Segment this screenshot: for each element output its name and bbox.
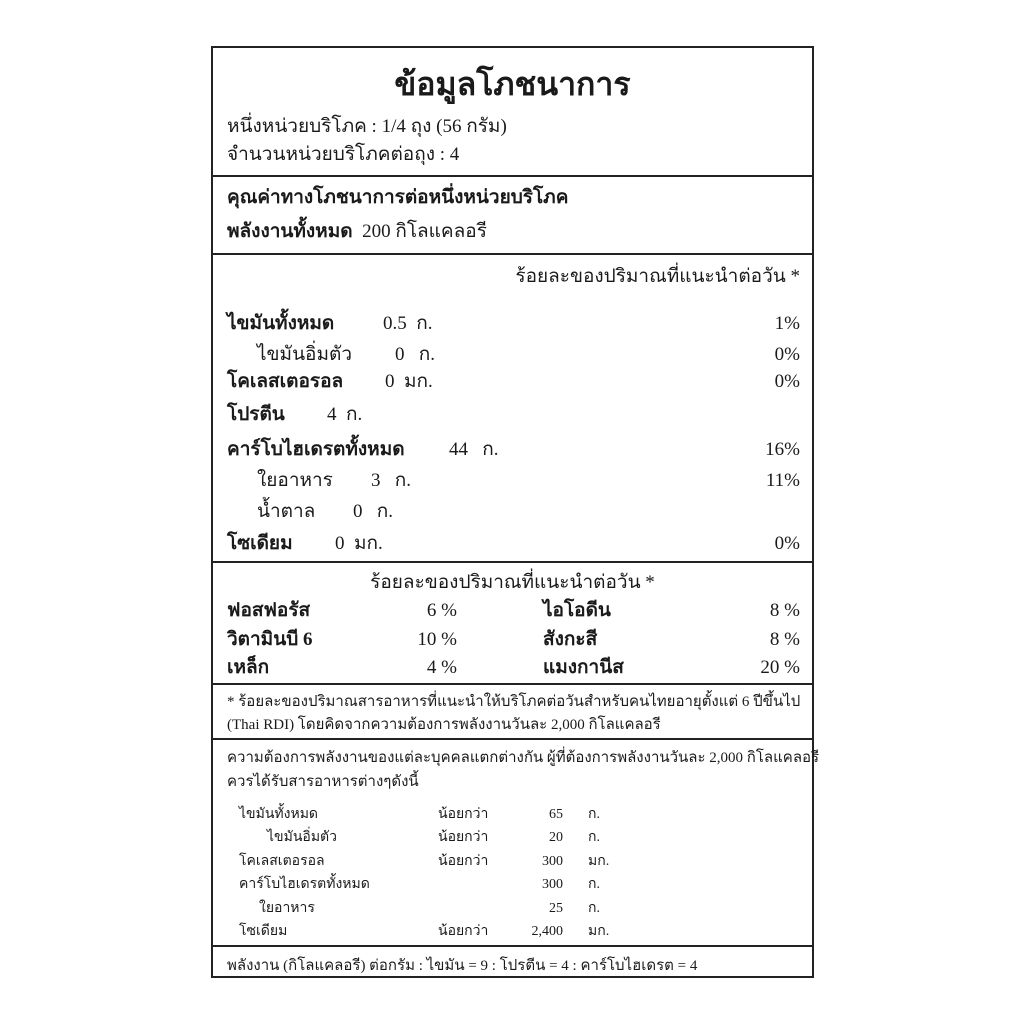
serving-size: หนึ่งหน่วยบริโภค : 1/4 ถุง (56 กรัม) bbox=[227, 116, 507, 137]
nutrient-name: น้ำตาล bbox=[257, 501, 316, 522]
nutrient-amount: 0 ก. bbox=[353, 501, 394, 522]
divider bbox=[213, 253, 812, 255]
vitamin-name: สังกะสี bbox=[543, 629, 598, 650]
nutrient-amount: 3 ก. bbox=[371, 470, 412, 491]
divider bbox=[213, 175, 812, 177]
vitamin-name: แมงกานีส bbox=[543, 657, 624, 678]
nutrient-name: ไขมันทั้งหมด bbox=[227, 313, 335, 334]
divider bbox=[213, 738, 812, 740]
divider bbox=[213, 561, 812, 563]
energy-label: พลังงานทั้งหมด bbox=[227, 221, 353, 242]
guidance-amount: 65 bbox=[549, 807, 563, 822]
nutrient-percent: 16% bbox=[765, 439, 800, 460]
nutrient-amount: 0.5 ก. bbox=[383, 313, 433, 334]
nutrient-amount: 4 ก. bbox=[327, 404, 363, 425]
guidance-nutrient: ไขมันอิ่มตัว bbox=[267, 830, 337, 845]
guidance-nutrient: ไขมันทั้งหมด bbox=[239, 807, 319, 822]
nutrient-percent: 11% bbox=[765, 470, 800, 491]
guidance-amount: 2,400 bbox=[531, 924, 563, 939]
guidance-nutrient: คาร์โบไฮเดรตทั้งหมด bbox=[239, 877, 370, 892]
nutrient-amount: 0 มก. bbox=[335, 533, 383, 554]
divider bbox=[213, 945, 812, 947]
guidance-unit: ก. bbox=[588, 877, 600, 892]
vitamin-name: ฟอสฟอรัส bbox=[227, 600, 311, 621]
vitamin-name: วิตามินบี 6 bbox=[227, 629, 313, 650]
nutrient-name: โปรตีน bbox=[227, 404, 285, 425]
guidance-unit: ก. bbox=[588, 830, 600, 845]
guidance-qualifier: น้อยกว่า bbox=[438, 924, 489, 939]
nutrient-percent: 0% bbox=[774, 344, 800, 365]
nutrient-name: โซเดียม bbox=[227, 533, 293, 554]
guidance-unit: มก. bbox=[588, 924, 610, 939]
energy-per-gram: พลังงาน (กิโลแคลอรี) ต่อกรัม : ไขมัน = 9 : โปรตีน = 4 : คาร์โบไฮเดรต = 4 bbox=[227, 958, 698, 974]
vitamin-name: เหล็ก bbox=[227, 657, 270, 678]
footnote-line: * ร้อยละของปริมาณสารอาหารที่แนะนำให้บริโภคต่อวันสำหรับคนไทยอายุตั้งแต่ 6 ปีขึ้นไป bbox=[227, 694, 801, 710]
nutrient-name: ไขมันอิ่มตัว bbox=[257, 344, 352, 365]
guidance-nutrient: ใยอาหาร bbox=[259, 901, 315, 916]
guidance-amount: 25 bbox=[549, 901, 563, 916]
guidance-amount: 300 bbox=[542, 854, 563, 869]
vitamin-percent: 8 % bbox=[769, 600, 800, 621]
vitamin-percent: 6 % bbox=[426, 600, 457, 621]
total-energy bbox=[227, 219, 487, 245]
nutrient-percent: 1% bbox=[774, 313, 800, 334]
nutrient-name: โคเลสเตอรอล bbox=[227, 371, 344, 392]
guidance-amount: 20 bbox=[549, 830, 563, 845]
nutrient-amount: 0 มก. bbox=[385, 371, 433, 392]
guidance-qualifier: น้อยกว่า bbox=[438, 854, 489, 869]
guidance-text: ควรได้รับสารอาหารต่างๆดังนี้ bbox=[227, 774, 419, 790]
guidance-nutrient: โคเลสเตอรอล bbox=[239, 854, 325, 869]
guidance-qualifier: น้อยกว่า bbox=[438, 807, 489, 822]
per-serving-heading: คุณค่าทางโภชนาการต่อหนึ่งหน่วยบริโภค bbox=[227, 187, 569, 208]
guidance-qualifier: น้อยกว่า bbox=[438, 830, 489, 845]
nutrient-name: ใยอาหาร bbox=[257, 470, 333, 491]
guidance-unit: มก. bbox=[588, 854, 610, 869]
rdi-heading: ร้อยละของปริมาณที่แนะนำต่อวัน * bbox=[515, 266, 800, 287]
nutrient-amount: 0 ก. bbox=[395, 344, 436, 365]
vitamin-percent: 10 % bbox=[417, 629, 457, 650]
vitamin-name: ไอโอดีน bbox=[543, 600, 611, 621]
vitamin-percent: 8 % bbox=[769, 629, 800, 650]
energy-value: 200 กิโลแคลอรี bbox=[362, 221, 487, 242]
divider bbox=[213, 683, 812, 685]
guidance-unit: ก. bbox=[588, 807, 600, 822]
guidance-nutrient: โซเดียม bbox=[239, 924, 288, 939]
nutrient-percent: 0% bbox=[774, 533, 800, 554]
vitamins-heading: ร้อยละของปริมาณที่แนะนำต่อวัน * bbox=[370, 572, 655, 593]
servings-per-container: จำนวนหน่วยบริโภคต่อถุง : 4 bbox=[227, 144, 460, 165]
guidance-unit: ก. bbox=[588, 901, 600, 916]
footnote-line: (Thai RDI) โดยคิดจากความต้องการพลังงานวันละ 2,000 กิโลแคลอรี bbox=[227, 717, 661, 733]
guidance-text: ความต้องการพลังงานของแต่ละบุคคลแตกต่างกัน ผู้ที่ต้องการพลังงานวันละ 2,000 กิโลแคลอรี bbox=[227, 750, 820, 766]
guidance-amount: 300 bbox=[542, 877, 563, 892]
nutrition-label bbox=[211, 46, 820, 978]
nutrient-name: คาร์โบไฮเดรตทั้งหมด bbox=[227, 439, 405, 460]
vitamin-percent: 4 % bbox=[426, 657, 457, 678]
label-title: ข้อมูลโภชนาการ bbox=[394, 66, 631, 102]
nutrient-percent: 0% bbox=[774, 371, 800, 392]
vitamin-percent: 20 % bbox=[760, 657, 800, 678]
nutrient-amount: 44 ก. bbox=[449, 439, 499, 460]
